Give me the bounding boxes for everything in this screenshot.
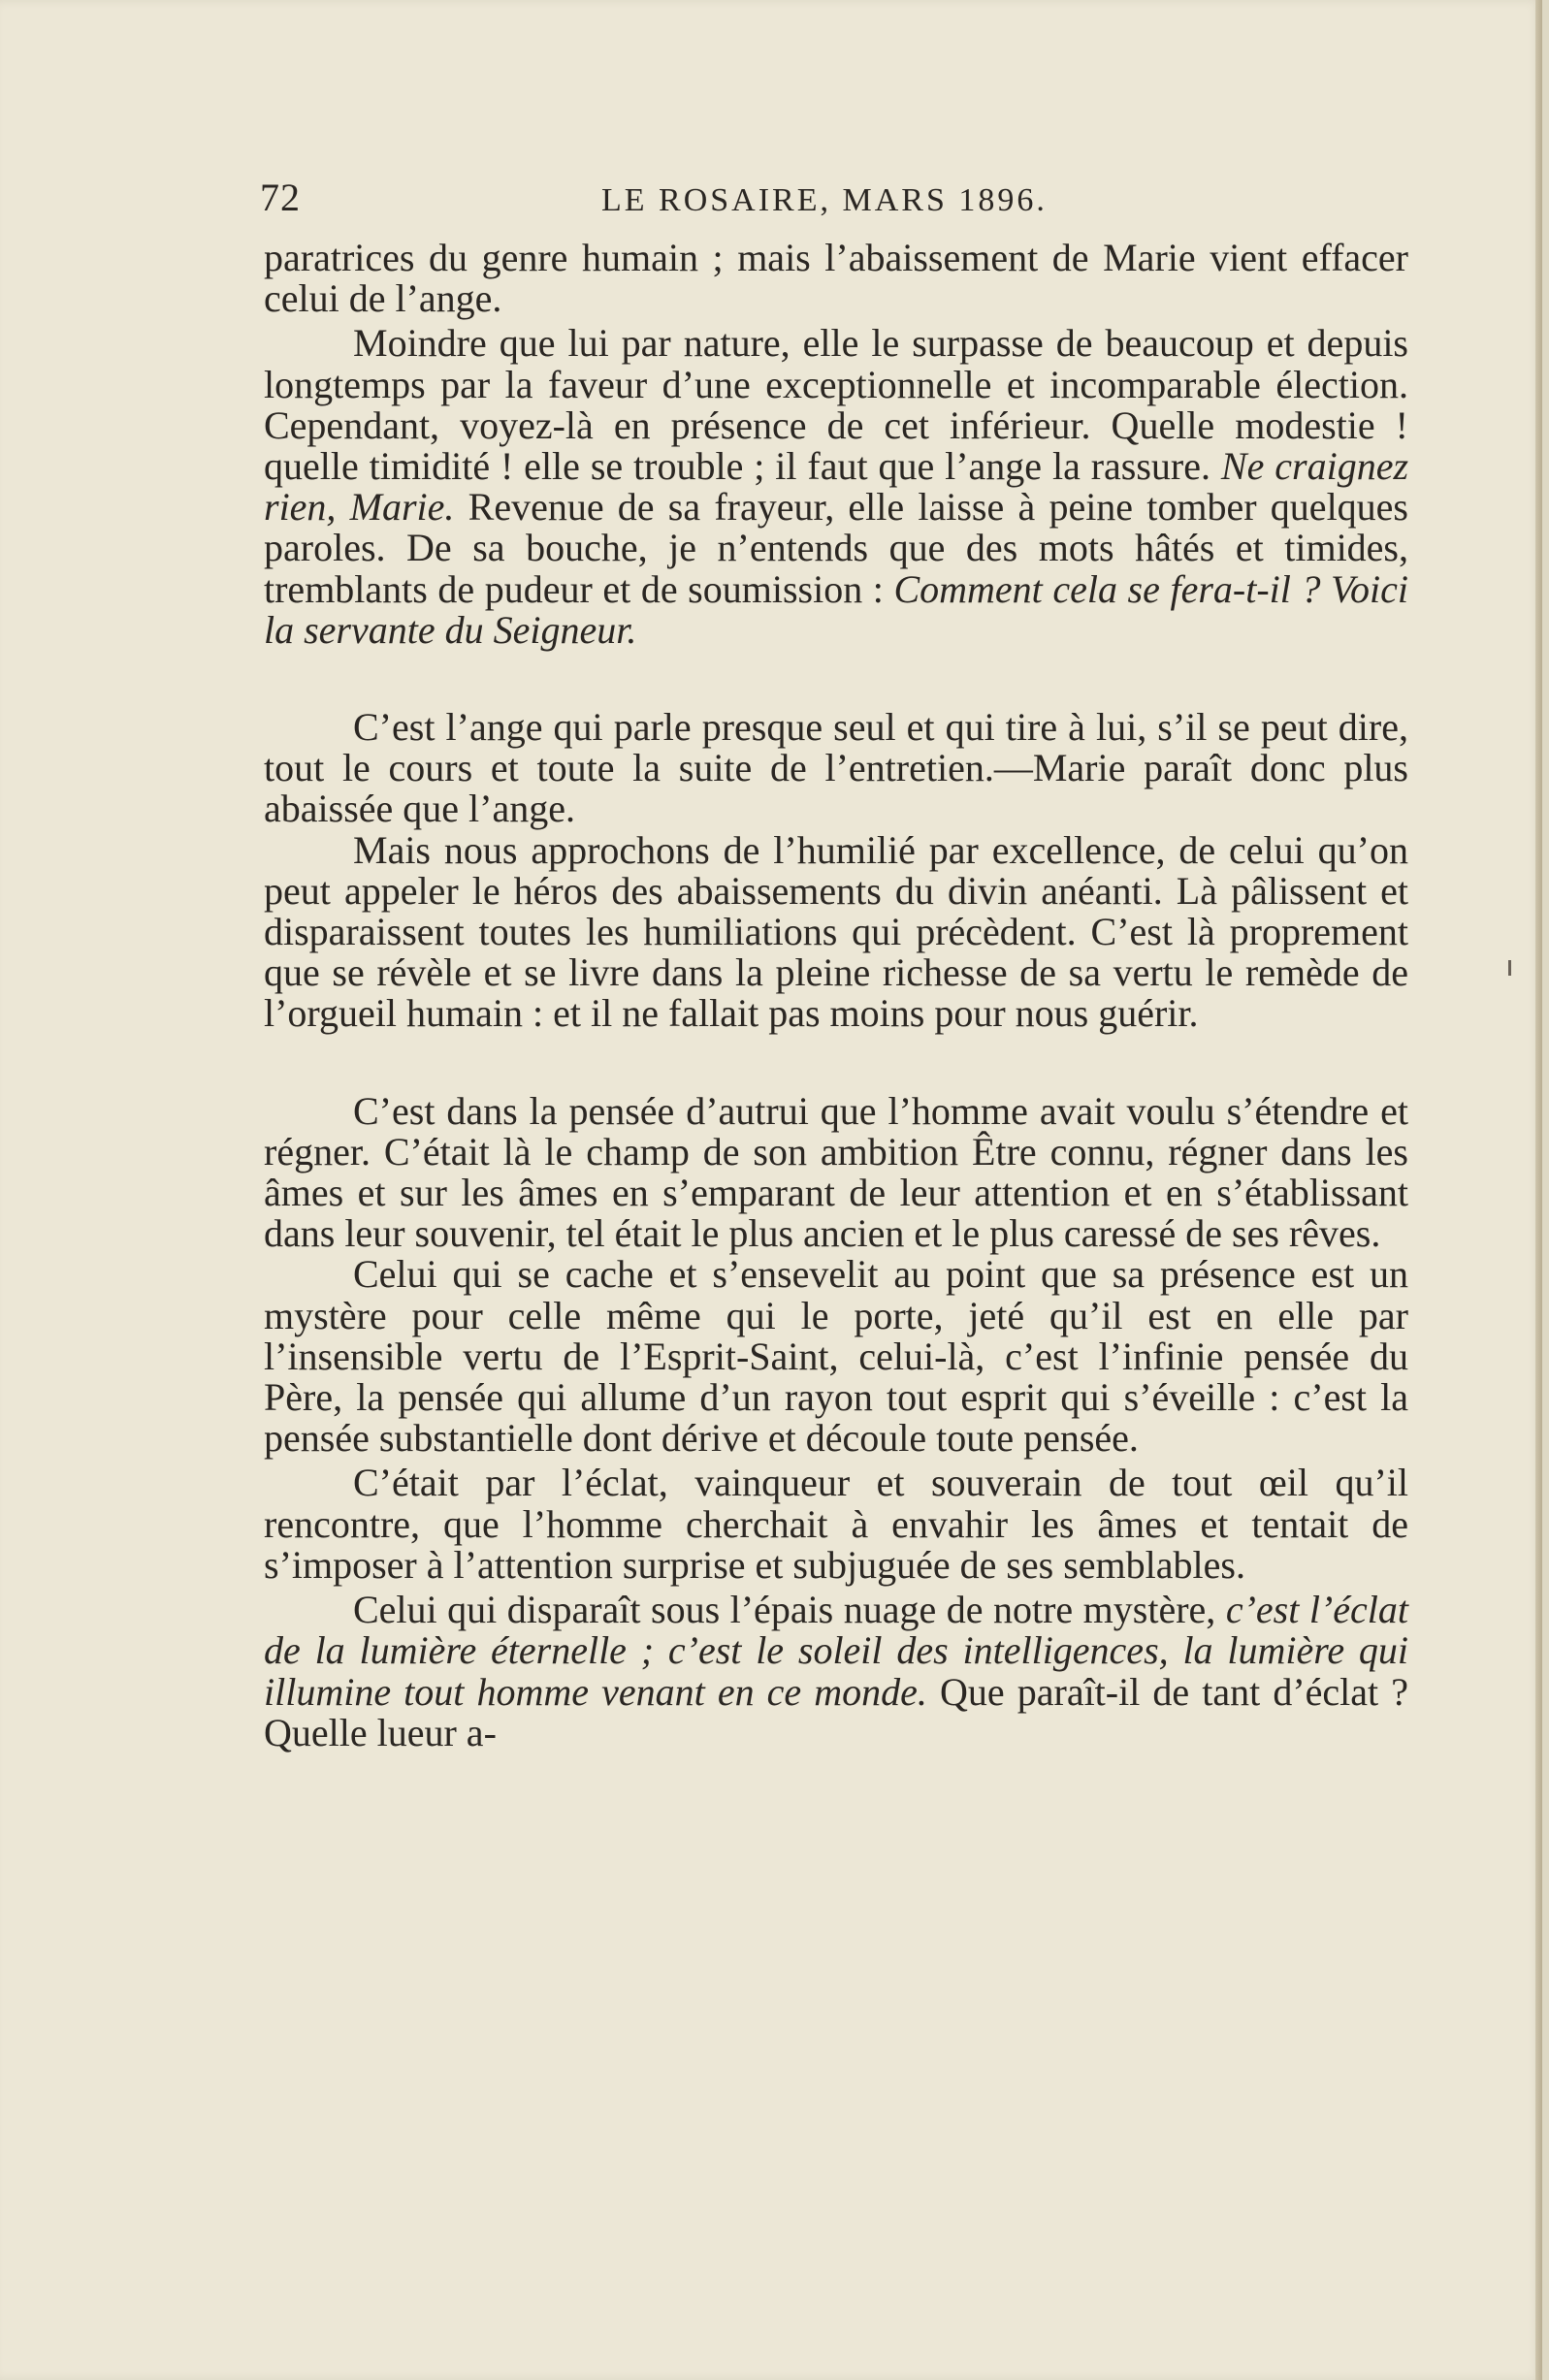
paragraph	[264, 1254, 1408, 1459]
paragraph	[264, 1590, 1408, 1753]
text-run: Revenue de sa frayeur, elle laisse à peine tomber quelques paroles. De sa bouche, je n’entends que des mots hâtés et timides, tremblants de pudeur et de soumission :	[264, 485, 1408, 611]
page-number: 72	[260, 176, 301, 219]
page-edge	[1535, 0, 1542, 2380]
text-run: C’est dans la pensée d’autrui que l’homme avait voulu s’étendre et régner. C’était là le champ de son ambition Être connu, régner dans les âmes et sur les âmes en s’emparant de leur attention et en s’établissant dans leur souvenir, tel était le plus ancien et le plus caressé de ses rêves.	[264, 1088, 1408, 1256]
text-run: C’est l’ange qui parle presque seul et qui tire à lui, s’il se peut dire, tout le cours et toute la suite de l’entretien.—Marie paraît donc plus abaissée que l’ange.	[264, 705, 1408, 831]
text-run: Mais nous approchons de l’humilié par excellence, de celui qu’on peut appeler le héros des abaissements du divin anéanti. Là pâlissent et disparaissent toutes les humiliations qui précèdent. C’est là proprement que se révèle et se livre dans la pleine richesse de sa vertu le remède de l’orgueil humain : et il ne fallait pas moins pour nous guérir.	[264, 827, 1408, 1036]
running-head: LE ROSAIRE, MARS 1896.	[601, 182, 1048, 218]
italic-run: c’est l’éclat de la lumière éternelle ; c’est le soleil des intelligences, la lumière qui illumine tout homme venant en ce monde.	[264, 1588, 1408, 1714]
paragraph	[264, 827, 1408, 1036]
text-run: Que paraît-il de tant d’éclat ? Quelle lueur a-	[264, 1669, 1408, 1754]
italic-run: Comment cela se fera-t-il ? Voici la servante du Seigneur.	[264, 566, 1408, 652]
paragraph	[264, 1463, 1408, 1586]
text-run: C’était par l’éclat, vainqueur et souverain de tout œil qu’il rencontre, que l’homme cherchait à envahir les âmes et tentait de s’imposer à l’attention surprise et subjuguée de ses semblables.	[264, 1461, 1408, 1587]
paragraph	[264, 238, 1408, 319]
italic-run: Ne craignez rien, Marie.	[264, 444, 1409, 530]
margin-mark	[1508, 960, 1511, 976]
paragraph	[264, 1088, 1408, 1256]
text-run: Celui qui se cache et s’ensevelit au point que sa présence est un mystère pour celle même qui le porte, jeté qu’il est en elle par l’insensible vertu de l’Esprit-Saint, celui-là, c’est l’infinie pensée du Père, la pensée qui allume d’un rayon tout esprit qui s’éveille : c’est la pensée substantielle dont dérive et découle toute pensée.	[264, 1252, 1408, 1461]
paragraph	[264, 707, 1408, 830]
text-run: Celui qui disparaît sous l’épais nuage de notre mystère,	[353, 1588, 1226, 1632]
text-run: Moindre que lui par nature, elle le surpasse de beaucoup et depuis longtemps par la faveur d’une exceptionnelle et incomparable élection. Cependant, voyez-là en présence de cet inférieur. Quelle modestie ! quelle timidité ! elle se trouble ; il faut que l’ange la rassure.	[264, 321, 1408, 489]
text-run: paratrices du genre humain ; mais l’abaissement de Marie vient effacer celui de l’ange.	[264, 236, 1408, 321]
body-text	[264, 238, 1408, 1753]
paragraph	[264, 323, 1408, 651]
page-header	[260, 175, 1375, 242]
